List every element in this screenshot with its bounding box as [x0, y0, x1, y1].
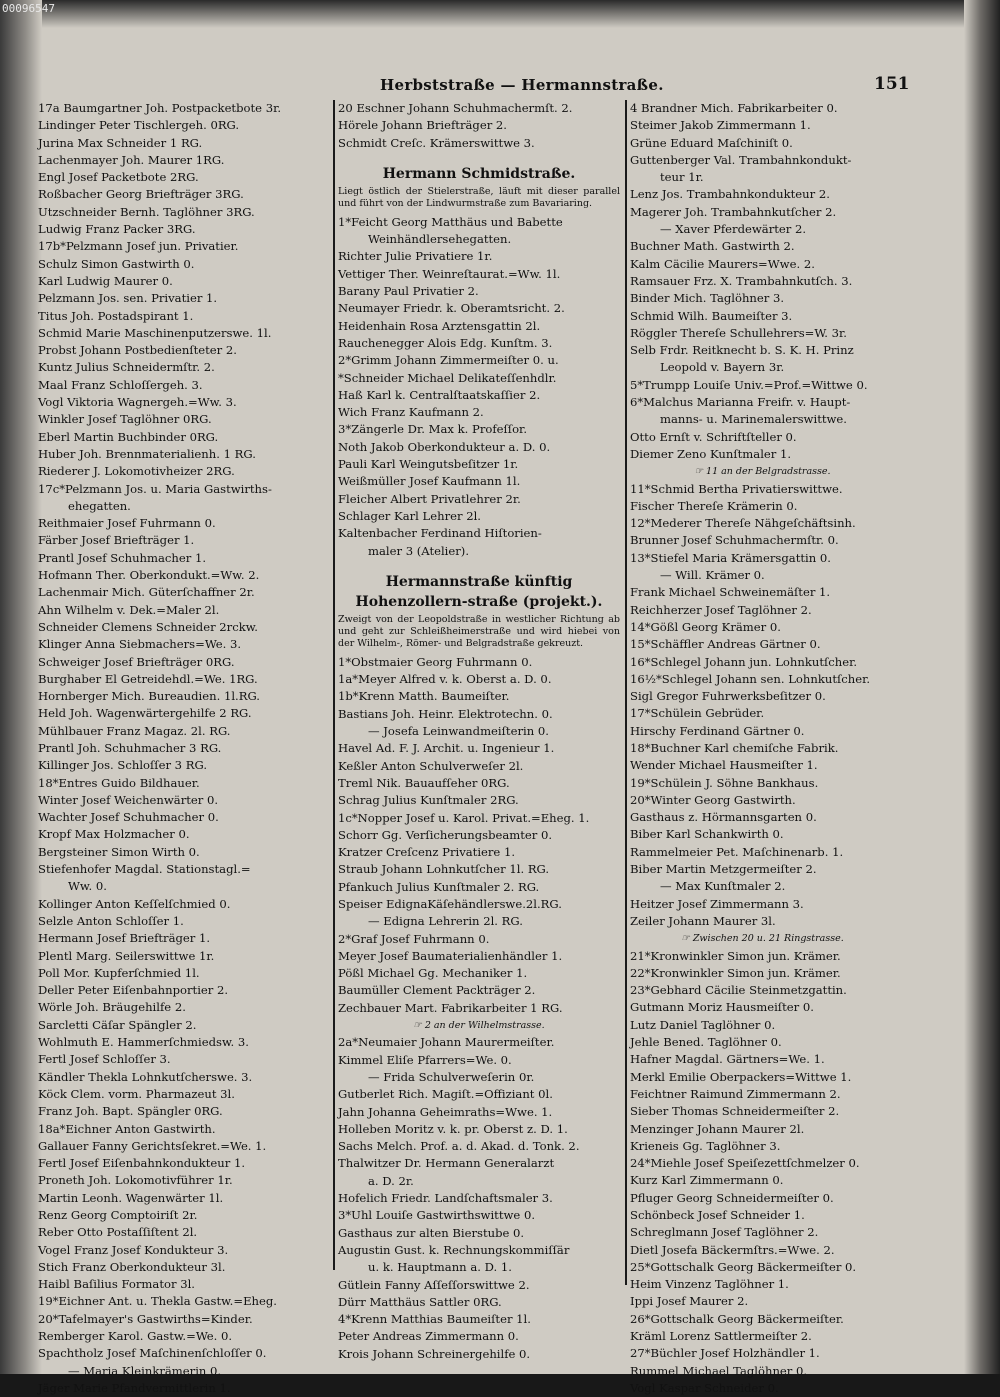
directory-entry: 20 Eschner Johann Schuhmachermſt. 2.: [338, 101, 573, 115]
directory-entry: 18*Entres Guido Bildhauer.: [38, 775, 200, 790]
directory-entry: Lachenmair Mich. Güterſchaffner 2r.: [38, 585, 255, 600]
directory-entry: Feichtner Raimund Zimmermann 2.: [630, 1086, 841, 1101]
directory-entry: Karl Ludwig Maurer 0.: [38, 273, 173, 288]
directory-entry: Prantl Joh. Schuhmacher 3 RG.: [38, 740, 222, 755]
directory-entry: Killinger Jos. Schloſſer 3 RG.: [38, 758, 208, 773]
directory-entry: Schrag Julius Kunſtmaler 2RG.: [338, 793, 519, 808]
directory-entry: Ippi Josef Maurer 2.: [630, 1294, 749, 1309]
column-2: [338, 100, 620, 1363]
directory-entry: Reichherzer Josef Taglöhner 2.: [630, 602, 812, 617]
directory-entry: 1*Obstmaier Georg Fuhrmann 0.: [338, 654, 533, 669]
directory-entry: Titus Joh. Postadspirant 1.: [38, 308, 194, 323]
directory-entry: Otto Ernſt v. Schriftſteller 0.: [630, 429, 797, 444]
directory-entry: Schorr Gg. Verſicherungsbeamter 0.: [338, 827, 553, 842]
directory-entry: Fertl Josef Eiſenbahnkondukteur 1.: [38, 1156, 246, 1171]
directory-entry: Utzschneider Bernh. Taglöhner 3RG.: [38, 204, 255, 219]
directory-entry: 11*Schmid Bertha Privatierswittwe.: [630, 481, 843, 496]
directory-entry: Wender Michael Hausmeiſter 1.: [630, 758, 818, 773]
directory-entry: Reithmaier Josef Fuhrmann 0.: [38, 516, 216, 531]
directory-entry: 25*Gottschalk Georg Bäckermeiſter 0.: [630, 1259, 857, 1274]
directory-entry: 5*Trumpp Louiſe Univ.=Prof.=Wittwe 0.: [630, 377, 868, 392]
directory-entry: Winter Josef Weichenwärter 0.: [38, 792, 219, 807]
directory-entry: Zeiler Johann Maurer 3l.: [630, 913, 776, 928]
directory-entry: Schreglmann Josef Taglöhner 2.: [630, 1225, 819, 1240]
directory-entry: Rummel Michael Taglöhner 0.: [630, 1363, 808, 1378]
directory-entry: Renz Georg Comptoiriſt 2r.: [38, 1208, 198, 1222]
directory-entry: 17*Schülein Gebrüder.: [630, 706, 765, 721]
column-1: [38, 100, 330, 1397]
directory-entry: Lenz Jos. Trambahnkondukteur 2.: [630, 187, 830, 202]
directory-entry: — Maria Kleinkrämerin 0.: [68, 1363, 222, 1378]
directory-entry: Haß Karl k. Centralſtaatskaſſier 2.: [338, 387, 541, 402]
scan-id: 00096547: [2, 2, 55, 15]
directory-entry: *Schneider Michael Delikateſſenhdlr.: [338, 370, 557, 385]
directory-entry: Engl Josef Packetbote 2RG.: [38, 170, 199, 185]
directory-entry: Noth Jakob Oberkondukteur a. D. 0.: [338, 439, 551, 454]
directory-entry: Wich Franz Kaufmann 2.: [338, 405, 484, 420]
directory-entry: Probst Johann Postbedienſteter 2.: [38, 343, 237, 358]
directory-entry: Plentl Marg. Seilerswittwe 1r.: [38, 948, 215, 963]
directory-entry: Lachenmayer Joh. Maurer 1RG.: [38, 152, 225, 167]
directory-entry: Stiefenhofer Magdal. Stationstagl.=: [38, 862, 251, 877]
directory-entry: 12*Mederer Thereſe Nähgeſchäftsinh.: [630, 516, 856, 531]
directory-entry: Deller Peter Eiſenbahnportier 2.: [38, 983, 229, 998]
directory-entry: Holleben Moritz v. k. pr. Oberst z. D. 1.: [338, 1121, 568, 1136]
directory-entry: Huber Joh. Brennmaterialienh. 1 RG.: [38, 446, 256, 461]
directory-entry: Richter Julie Privatiere 1r.: [338, 249, 493, 264]
directory-entry: Heitzer Josef Zimmermann 3.: [630, 896, 804, 911]
cross-street-note: ☞ Zwischen 20 u. 21 Ringstrasse.: [681, 933, 844, 945]
street-heading: Hermannstraße künftig Hohenzollern-straße (projekt.).: [355, 573, 603, 610]
directory-entry: Wörle Joh. Bräugehilfe 2.: [38, 1000, 186, 1015]
directory-entry: Burghaber El Getreidehdl.=We. 1RG.: [38, 671, 258, 686]
directory-entry: Riederer J. Lokomotivheizer 2RG.: [38, 464, 235, 479]
directory-entry: Gutmann Moriz Hausmeiſter 0.: [630, 1000, 814, 1015]
directory-entry: 26*Gottschalk Georg Bäckermeiſter.: [630, 1311, 844, 1326]
directory-entry: Spachtholz Josef Maſchinenſchloſſer 0.: [38, 1346, 267, 1361]
directory-entry: Rammelmeier Pet. Maſchinenarb. 1.: [630, 844, 844, 859]
directory-entry: 23*Gebhard Cäcilie Steinmetzgattin.: [630, 983, 847, 998]
column-rule: [625, 100, 627, 1285]
directory-entry: Dürr Matthäus Sattler 0RG.: [338, 1294, 502, 1309]
directory-entry: Menzinger Johann Maurer 2l.: [630, 1121, 805, 1136]
directory-entry: Zechbauer Mart. Fabrikarbeiter 1 RG.: [338, 1000, 563, 1015]
directory-entry: Brunner Josef Schuhmachermſtr. 0.: [630, 533, 839, 548]
directory-entry: Eberl Martin Buchbinder 0RG.: [38, 429, 219, 444]
directory-entry: Ww. 0.: [68, 879, 107, 894]
directory-entry: Hofelich Friedr. Landſchaftsmaler 3.: [338, 1191, 553, 1206]
directory-entry: Schweiger Josef Briefträger 0RG.: [38, 654, 235, 669]
directory-entry: Schlager Karl Lehrer 2l.: [338, 508, 481, 523]
directory-entry: Pauli Karl Weingutsbeſitzer 1r.: [338, 457, 519, 472]
directory-entry: 2*Graf Josef Fuhrmann 0.: [338, 931, 490, 946]
directory-entry: Bergsteiner Simon Wirth 0.: [38, 844, 200, 859]
directory-entry: Schneider Clemens Schneider 2rckw.: [38, 619, 258, 634]
directory-entry: Dietl Josefa Bäckermſtrs.=Wwe. 2.: [630, 1242, 835, 1257]
directory-entry: Kropf Max Holzmacher 0.: [38, 827, 190, 842]
directory-entry: Rauchenegger Alois Edg. Kunſtm. 3.: [338, 335, 553, 350]
directory-entry: 18*Buchner Karl chemiſche Fabrik.: [630, 740, 839, 755]
directory-entry: Hafner Magdal. Gärtners=We. 1.: [630, 1052, 825, 1067]
directory-entry: Selb Frdr. Reitknecht b. S. K. H. Prinz: [630, 343, 854, 358]
directory-entry: Winkler Josef Taglöhner 0RG.: [38, 412, 212, 427]
directory-entry: Gallauer Fanny Gerichtsſekret.=We. 1.: [38, 1138, 267, 1153]
directory-entry: Sieber Thomas Schneidermeiſter 2.: [630, 1104, 840, 1119]
directory-entry: Magerer Joh. Trambahnkutſcher 2.: [630, 204, 837, 219]
street-description: Zweigt von der Leopoldstraße in westlicher Richtung ab und geht zur Schleißheimerstraße und wird hiebei von der Wilhelm-, Römer- und Belgradstraße gekreuzt.: [338, 613, 620, 649]
directory-entry: Selzle Anton Schloſſer 1.: [38, 913, 184, 928]
directory-entry: — Will. Krämer 0.: [660, 568, 765, 583]
directory-entry: — Josefa Leinwandmeiſterin 0.: [368, 724, 549, 739]
directory-entry: — Frida Schulverweſerin 0r.: [368, 1069, 535, 1084]
directory-entry: Hornberger Mich. Bureaudien. 1l.RG.: [38, 689, 260, 704]
directory-entry: Schmid Marie Maschinenputzerswe. 1l.: [38, 325, 272, 340]
directory-entry: Kaltenbacher Ferdinand Hiſtorien-: [338, 526, 542, 541]
directory-entry: 20*Winter Georg Gastwirth.: [630, 792, 796, 807]
directory-entry: Pfankuch Julius Kunſtmaler 2. RG.: [338, 879, 540, 894]
directory-entry: Jäger Marie Pfandvermittlerin 1.: [38, 1380, 231, 1395]
running-title: Herbststraße — Hermannstraße.: [380, 76, 664, 94]
directory-entry: Schulz Simon Gastwirth 0.: [38, 256, 195, 271]
directory-entry: Guttenberger Val. Trambahnkondukt-: [630, 152, 852, 167]
directory-entry: 18a*Eichner Anton Gastwirth.: [38, 1121, 216, 1136]
directory-entry: Wohlmuth E. Hammerſchmiedsw. 3.: [38, 1035, 249, 1050]
directory-entry: Köck Clem. vorm. Pharmazeut 3l.: [38, 1086, 235, 1101]
column-rule: [333, 100, 335, 1270]
directory-entry: Remberger Karol. Gastw.=We. 0.: [38, 1329, 233, 1344]
street-description: Liegt östlich der Stielerstraße, läuft mit dieser parallel und führt von der Lindwurmstraße zum Bavariaring.: [338, 185, 620, 209]
directory-entry: Martin Leonh. Wagenwärter 1l.: [38, 1190, 224, 1205]
directory-entry: Lutz Daniel Taglöhner 0.: [630, 1017, 776, 1032]
directory-entry: Maal Franz Schloſſergeh. 3.: [38, 377, 203, 392]
directory-entry: Poll Mor. Kupferſchmied 1l.: [38, 965, 200, 980]
directory-entry: 6*Malchus Marianna Freifr. v. Haupt-: [630, 395, 851, 410]
directory-entry: Jehle Bened. Taglöhner 0.: [630, 1035, 782, 1050]
directory-entry: 17c*Pelzmann Jos. u. Maria Gastwirths-: [38, 481, 272, 496]
directory-entry: Stich Franz Oberkondukteur 3l.: [38, 1259, 226, 1274]
directory-entry: Röggler Thereſe Schullehrers=W. 3r.: [630, 325, 847, 340]
directory-entry: Kratzer Creſcenz Privatiere 1.: [338, 845, 516, 860]
directory-entry: Sigl Gregor Fuhrwerksbeſitzer 0.: [630, 689, 826, 704]
directory-entry: 3*Zängerle Dr. Max k. Profeſſor.: [338, 422, 528, 437]
directory-entry: 4 Brandner Mich. Fabrikarbeiter 0.: [630, 101, 838, 115]
directory-entry: Mühlbauer Franz Magaz. 2l. RG.: [38, 723, 231, 738]
page-number: 151: [874, 74, 910, 94]
scan-shadow-left: [0, 0, 42, 1374]
directory-entry: Haibl Baſilius Formator 3l.: [38, 1277, 195, 1292]
directory-entry: Ahn Wilhelm v. Dek.=Maler 2l.: [38, 602, 220, 617]
directory-entry: Vogl Viktoria Wagnergeh.=Ww. 3.: [38, 395, 237, 410]
directory-entry: Hofmann Ther. Oberkondukt.=Ww. 2.: [38, 568, 260, 583]
directory-entry: 2*Grimm Johann Zimmermeiſter 0. u.: [338, 353, 559, 368]
directory-entry: Bastians Joh. Heinr. Elektrotechn. 0.: [338, 706, 553, 721]
directory-entry: 19*Schülein J. Söhne Bankhaus.: [630, 775, 819, 790]
directory-entry: 19*Eichner Ant. u. Thekla Gastw.=Eheg.: [38, 1294, 277, 1309]
directory-entry: 20*Tafelmayer's Gastwirths=Kinder.: [38, 1311, 253, 1326]
directory-entry: Hirschy Ferdinand Gärtner 0.: [630, 723, 805, 738]
cross-street-note: ☞ 11 an der Belgradstrasse.: [694, 466, 831, 478]
directory-entry: Kändler Thekla Lohnkutſcherswe. 3.: [38, 1069, 253, 1084]
directory-entry: Leopold v. Bayern 3r.: [660, 360, 785, 375]
directory-entry: 2a*Neumaier Johann Maurermeiſter.: [338, 1035, 555, 1050]
directory-entry: a. D. 2r.: [368, 1173, 414, 1188]
directory-entry: Proneth Joh. Lokomotivführer 1r.: [38, 1173, 233, 1188]
directory-entry: Grüne Eduard Maſchiniſt 0.: [630, 135, 793, 150]
directory-entry: Sarcletti Cäſar Spängler 2.: [38, 1017, 197, 1032]
directory-entry: Gütlein Fanny Aſſeſſorswittwe 2.: [338, 1277, 530, 1292]
directory-entry: Kalm Cäcilie Maurers=Wwe. 2.: [630, 256, 815, 271]
directory-entry: Franz Joh. Bapt. Spängler 0RG.: [38, 1104, 223, 1119]
directory-entry: 1c*Nopper Josef u. Karol. Privat.=Eheg. 1.: [338, 810, 590, 825]
scan-shadow-right: [964, 0, 1000, 1374]
column-3: [630, 100, 895, 1397]
directory-entry: Heidenhain Rosa Arztensgattin 2l.: [338, 318, 541, 333]
directory-entry: Schönbeck Josef Schneider 1.: [630, 1208, 805, 1222]
directory-entry: — Max Kunſtmaler 2.: [660, 879, 786, 894]
directory-entry: 22*Kronwinkler Simon jun. Krämer.: [630, 965, 841, 980]
directory-entry: Steimer Jakob Zimmermann 1.: [630, 118, 811, 133]
directory-entry: 17a Baumgartner Joh. Postpacketbote 3r.: [38, 101, 282, 115]
directory-entry: Klinger Anna Siebmachers=We. 3.: [38, 637, 242, 652]
directory-entry: Kimmel Eliſe Pfarrers=We. 0.: [338, 1052, 512, 1067]
page-header: [0, 76, 1000, 98]
directory-entry: Lindinger Peter Tischlergeh. 0RG.: [38, 118, 240, 133]
directory-entry: Kräml Lorenz Sattlermeiſter 2.: [630, 1329, 812, 1344]
directory-entry: Thalwitzer Dr. Hermann Generalarzt: [338, 1156, 555, 1171]
directory-entry: Fleicher Albert Privatlehrer 2r.: [338, 491, 521, 506]
directory-entry: 27*Büchler Josef Holzhändler 1.: [630, 1346, 820, 1361]
directory-entry: Vettiger Ther. Weinreſtaurat.=Ww. 1l.: [338, 266, 561, 281]
directory-entry: Vogel Franz Josef Kondukteur 3.: [38, 1242, 229, 1257]
directory-entry: 16*Schlegel Johann jun. Lohnkutſcher.: [630, 654, 858, 669]
directory-entry: Frank Michael Schweinemäſter 1.: [630, 585, 831, 600]
directory-entry: Fischer Thereſe Krämerin 0.: [630, 498, 798, 513]
directory-entry: Kurz Karl Zimmermann 0.: [630, 1173, 784, 1188]
directory-entry: Meyer Josef Baumaterialienhändler 1.: [338, 948, 563, 963]
directory-entry: maler 3 (Atelier).: [368, 543, 470, 558]
directory-entry: — Edigna Lehrerin 2l. RG.: [368, 914, 523, 929]
directory-entry: Krieneis Gg. Taglöhner 3.: [630, 1138, 781, 1153]
directory-entry: Biber Karl Schankwirth 0.: [630, 827, 784, 842]
directory-entry: Neumayer Friedr. k. Oberamtsricht. 2.: [338, 301, 565, 316]
directory-entry: 13*Stiefel Maria Krämersgattin 0.: [630, 550, 831, 565]
directory-entry: Reber Otto Postaſſiſtent 2l.: [38, 1225, 198, 1240]
directory-entry: teur 1r.: [660, 170, 704, 185]
directory-entry: Merkl Emilie Oberpackers=Wittwe 1.: [630, 1069, 852, 1084]
cross-street-note: ☞ 2 an der Wilhelmstrasse.: [413, 1020, 545, 1032]
directory-entry: Weißmüller Josef Kaufmann 1l.: [338, 474, 521, 489]
directory-entry: Schmid Wilh. Baumeiſter 3.: [630, 308, 793, 323]
directory-entry: Pößl Michael Gg. Mechaniker 1.: [338, 966, 528, 981]
directory-entry: 21*Kronwinkler Simon jun. Krämer.: [630, 948, 841, 963]
directory-entry: manns- u. Marinemalerswittwe.: [660, 412, 847, 427]
directory-entry: Biber Martin Metzgermeiſter 2.: [630, 862, 817, 877]
directory-entry: Ludwig Franz Packer 3RG.: [38, 222, 196, 237]
directory-entry: Sachs Melch. Prof. a. d. Akad. d. Tonk. 2.: [338, 1139, 580, 1154]
directory-entry: Keßler Anton Schulverweſer 2l.: [338, 758, 524, 773]
directory-entry: Wachter Josef Schuhmacher 0.: [38, 810, 219, 825]
directory-entry: Vogl Kaspar Schneider 0.: [630, 1380, 779, 1395]
directory-entry: 24*Miehle Josef Speiſezettſchmelzer 0.: [630, 1156, 860, 1171]
directory-entry: Jahn Johanna Geheimraths=Wwe. 1.: [338, 1104, 553, 1119]
directory-entry: 1b*Krenn Matth. Baumeiſter.: [338, 689, 510, 704]
street-heading: Hermann Schmidstraße.: [382, 165, 576, 182]
directory-entry: 15*Schäffler Andreas Gärtner 0.: [630, 637, 821, 652]
directory-entry: 1*Feicht Georg Matthäus und Babette: [338, 214, 563, 229]
directory-entry: Diemer Zeno Kunſtmaler 1.: [630, 446, 792, 461]
directory-entry: 14*Gößl Georg Krämer 0.: [630, 619, 781, 634]
directory-entry: Fertl Josef Schloſſer 3.: [38, 1052, 171, 1067]
directory-entry: 16½*Schlegel Johann sen. Lohnkutſcher.: [630, 671, 871, 686]
scan-shadow-top: [0, 0, 1000, 28]
directory-entry: Kuntz Julius Schneidermſtr. 2.: [38, 360, 215, 375]
directory-entry: 3*Uhl Louiſe Gastwirthswittwe 0.: [338, 1208, 536, 1223]
directory-entry: Schmidt Creſc. Krämerswittwe 3.: [338, 135, 535, 150]
directory-entry: u. k. Hauptmann a. D. 1.: [368, 1260, 512, 1275]
directory-entry: Jurina Max Schneider 1 RG.: [38, 135, 203, 150]
directory-entry: Gasthaus z. Hörmannsgarten 0.: [630, 810, 817, 825]
directory-entry: ehegatten.: [68, 498, 131, 513]
directory-entry: Hörele Johann Briefträger 2.: [338, 118, 507, 133]
directory-entry: Treml Nik. Bauaufſeher 0RG.: [338, 775, 510, 790]
directory-entry: — Xaver Pferdewärter 2.: [660, 222, 807, 237]
directory-entry: Pfluger Georg Schneidermeiſter 0.: [630, 1190, 834, 1205]
directory-entry: Gasthaus zur alten Bierstube 0.: [338, 1225, 525, 1240]
directory-entry: Hermann Josef Briefträger 1.: [38, 931, 211, 946]
directory-entry: Augustin Gust. k. Rechnungskommiſſär: [338, 1242, 570, 1257]
directory-entry: Barany Paul Privatier 2.: [338, 284, 479, 299]
directory-entry: Baumüller Clement Packträger 2.: [338, 983, 536, 998]
directory-entry: Prantl Josef Schuhmacher 1.: [38, 550, 207, 565]
directory-entry: Färber Josef Briefträger 1.: [38, 533, 195, 548]
directory-entry: Roßbacher Georg Briefträger 3RG.: [38, 187, 244, 202]
directory-entry: 1a*Meyer Alfred v. k. Oberst a. D. 0.: [338, 672, 552, 687]
directory-entry: Kollinger Anton Keſſelſchmied 0.: [38, 896, 231, 911]
directory-entry: Binder Mich. Taglöhner 3.: [630, 291, 785, 306]
directory-entry: 4*Krenn Matthias Baumeiſter 1l.: [338, 1312, 531, 1327]
directory-entry: Buchner Math. Gastwirth 2.: [630, 239, 795, 254]
directory-entry: Havel Ad. F. J. Archit. u. Ingenieur 1.: [338, 741, 555, 756]
directory-entry: Speiser EdignaKäſehändlerswe.2l.RG.: [338, 896, 562, 911]
directory-entry: Pelzmann Jos. sen. Privatier 1.: [38, 291, 218, 306]
directory-entry: 17b*Pelzmann Josef jun. Privatier.: [38, 239, 239, 254]
directory-entry: Gutberlet Rich. Magiſt.=Offiziant 0l.: [338, 1087, 553, 1102]
directory-entry: Ramsauer Frz. X. Trambahnkutſch. 3.: [630, 273, 853, 288]
directory-entry: Straub Johann Lohnkutſcher 1l. RG.: [338, 862, 550, 877]
directory-entry: Held Joh. Wagenwärtergehilfe 2 RG.: [38, 706, 252, 721]
directory-entry: Weinhändlersehegatten.: [368, 232, 512, 247]
directory-entry: Krois Johann Schreinergehilfe 0.: [338, 1346, 531, 1361]
directory-entry: Heim Vinzenz Taglöhner 1.: [630, 1277, 789, 1292]
directory-entry: Peter Andreas Zimmermann 0.: [338, 1329, 519, 1344]
